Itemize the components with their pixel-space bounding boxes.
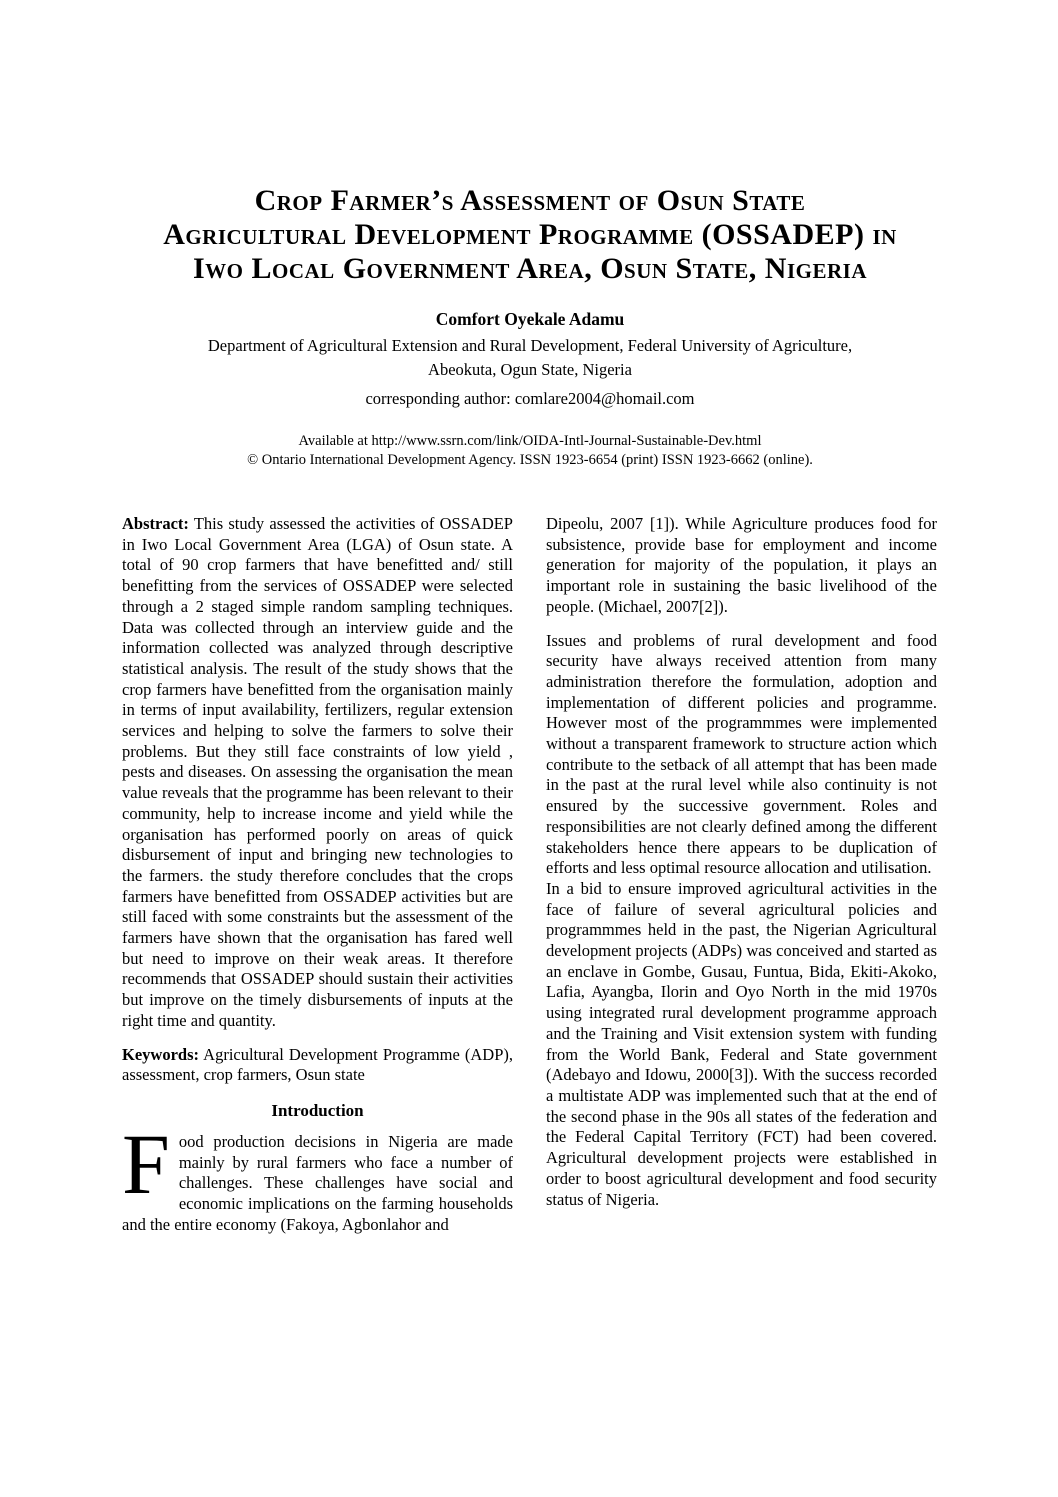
page-title-line-2: Agricultural Development Programme (OSSADEP) in — [163, 218, 897, 251]
availability-note: Available at http://www.ssrn.com/link/OIDA-Intl-Journal-Sustainable-Dev.html — [298, 433, 762, 449]
abstract-text: This study assessed the activities of OSSADEP in Iwo Local Government Area (LGA) of Osun state. A total of 90 crop farmers that have benefitted and/ still benefitting from the services of OSSADEP were selected through a 2 staged simple random sampling techniques. Data was collected through an interview guide and the information collected was analyzed through descriptive statistical analysis. The result of the study shows that the crop farmers have benefitted from the organisation mainly in terms of input availability, fertilizers, regular extension services and helping to solve the farmers to solve their problems. But they still face constraints of low yield , pests and diseases. On assessing the organisation the mean value reveals that the programme has been relevant to their community, help to increase income and yield while the organisation has performed poorly on areas of quick disbursement of input and bringing new technologies to the farmers. the study therefore concludes that the crops farmers have benefitted from OSSADEP activities but are still faced with some constraints but the assessment of the farmers have shown that the organisation has fared well but need to improve on their weak areas. It therefore recommends that OSSADEP should sustain their activities but improve on the timely disbursements of inputs at the right time and quantity. — [122, 514, 513, 1030]
publication-note — [122, 432, 938, 470]
affiliation-line-2: Abeokuta, Ogun State, Nigeria — [428, 360, 632, 379]
body-paragraph-1: Dipeolu, 2007 [1]). While Agriculture produces food for subsistence, provide base for employment and income generation for majority of the population, it plays an important role in sustaining the basic livelihood of the people. (Michael, 2007[2]). — [546, 514, 937, 616]
author-name: Comfort Oyekale Adamu — [435, 309, 625, 329]
author-affiliation — [122, 334, 938, 382]
page-title-line-1: Crop Farmer’s Assessment of Osun State — [254, 184, 806, 217]
page-title-line-3: Iwo Local Government Area, Osun State, Nigeria — [193, 252, 867, 285]
introduction-heading: Introduction — [271, 1100, 364, 1120]
abstract-paragraph — [122, 514, 513, 1032]
body-paragraph-3: In a bid to ensure improved agricultural activities in the face of failure of several agricultural policies and programmmes held in the past, the Nigerian Agricultural development projects (ADPs) was conceived and started as an enclave in Gombe, Gusau, Funtua, Bida, Ekiti-Akoko, Lafia, Ayangba, Ilorin and Oyo North in the mid 1970s using integrated rural development programme approach and the Training and Visit extension system with funding from the World Bank, Federal and State government (Adebayo and Idowu, 2000[3]). With the success recorded a multistate ADP was implemented such that at the end of the second phase in the 90s all states of the federation and the Federal Capital Territory (FCT) had been covered. Agricultural development projects were established in order to boost agricultural development and food security status of Nigeria. — [546, 878, 937, 1209]
introduction-text: ood production decisions in Nigeria are made mainly by rural farmers who face a number of challenges. These challenges have social and economic implications on the farming households and the entire economy (Fakoya, Agbonlahor and — [122, 1131, 513, 1234]
two-column-body — [122, 514, 938, 1236]
copyright-issn-note: © Ontario International Development Agency. ISSN 1923-6654 (print) ISSN 1923-6662 (online). — [247, 452, 813, 468]
keywords-text: Agricultural Development Programme (ADP), assessment, crop farmers, Osun state — [122, 1044, 513, 1085]
page-content — [122, 0, 938, 1236]
keywords-label: Keywords: — [122, 1044, 199, 1064]
keywords-paragraph — [122, 1045, 513, 1086]
affiliation-line-1: Department of Agricultural Extension and Rural Development, Federal University of Agriculture, — [207, 336, 853, 355]
right-column — [546, 514, 937, 1236]
abstract-label: Abstract: — [122, 514, 189, 533]
dropcap-letter: F — [122, 1115, 170, 1212]
page-title — [122, 184, 938, 286]
body-paragraph-2: Issues and problems of rural development and food security have always received attention from many administration therefore the formulation, adoption and implementation of different policies and programme. However most of the programmmes were implemented without a transparent framework to structure action which contribute to the setback of all attempt that has been made in the past at the rural level while also continuity is not ensured by the successive government. Roles and responsibilities are not clearly defined among the different stakeholders hence there appears to be duplication of efforts and less optimal resource allocation and utilisation. — [546, 630, 937, 878]
left-column — [122, 514, 513, 1236]
introduction-paragraph — [122, 1115, 513, 1236]
corresponding-author: corresponding author: comlare2004@homail.com — [365, 389, 695, 408]
